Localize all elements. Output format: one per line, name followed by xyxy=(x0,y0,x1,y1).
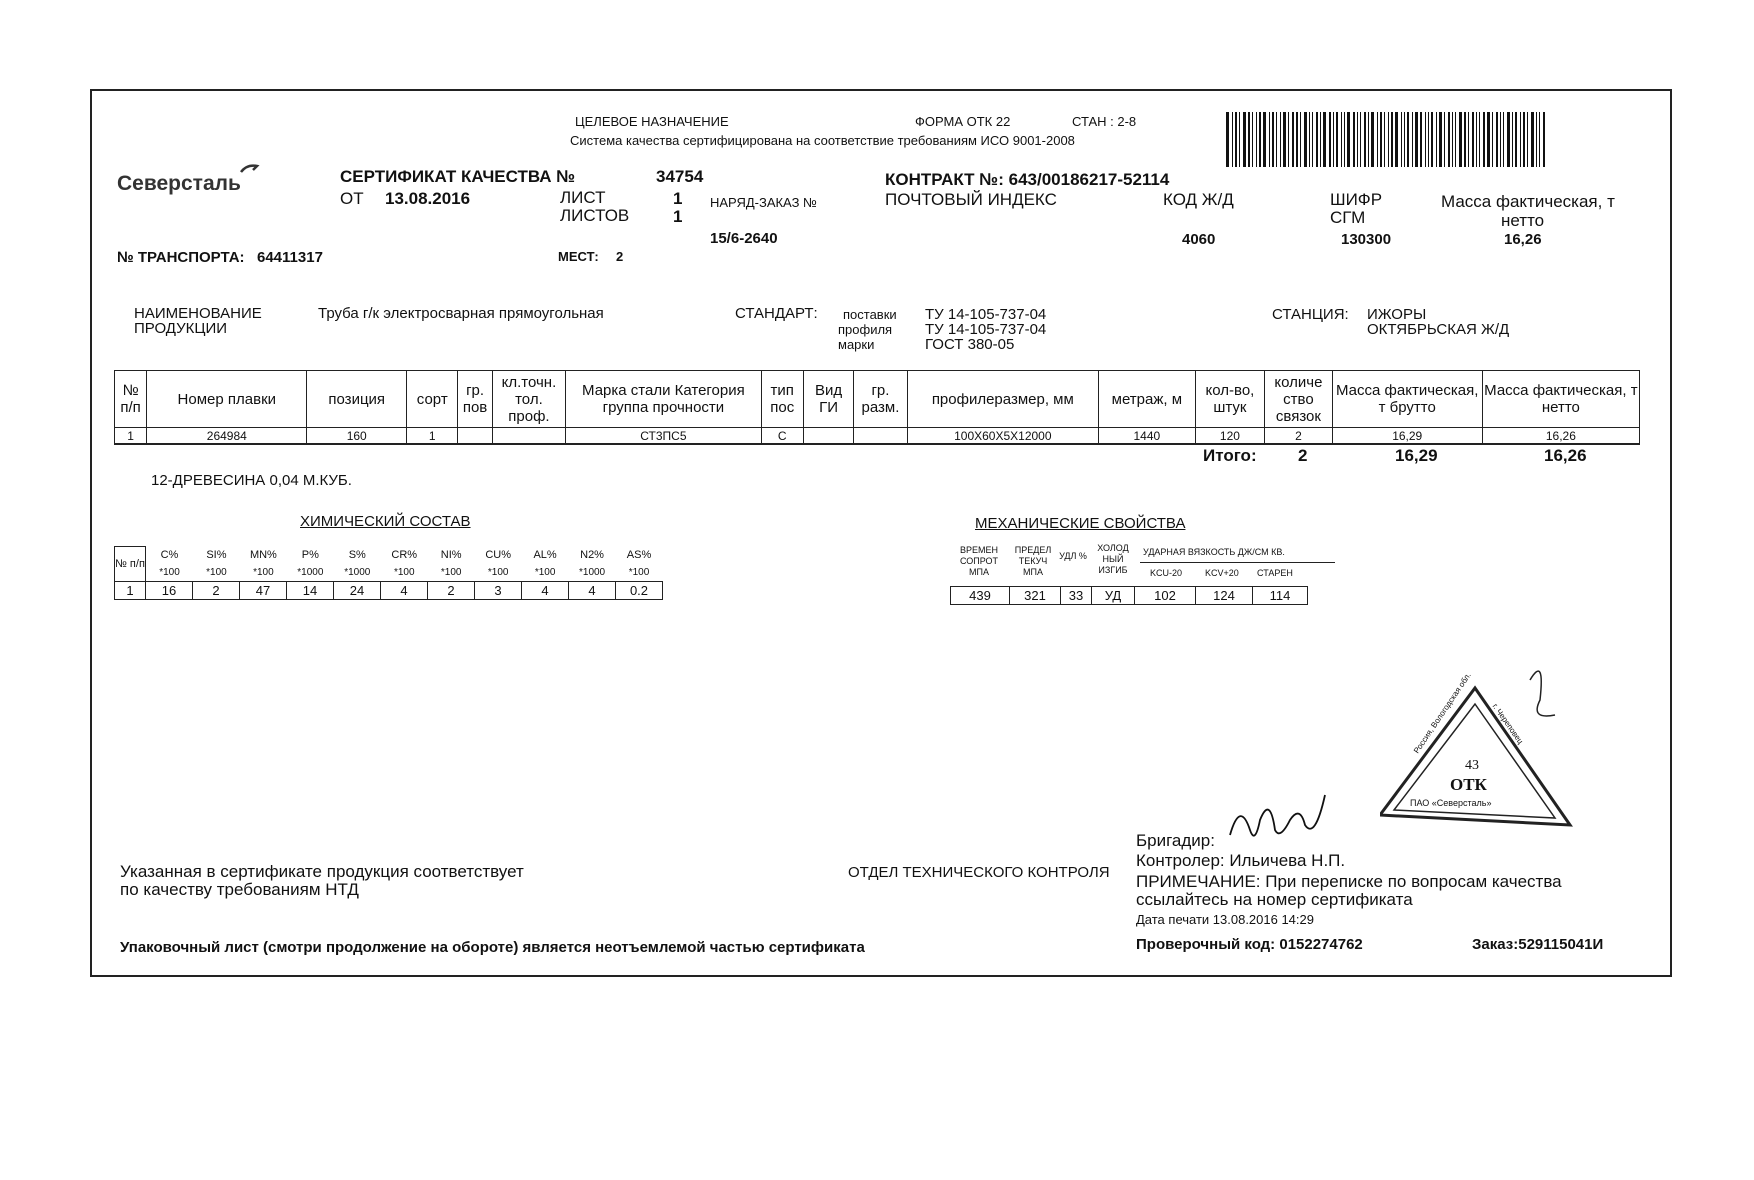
barcode-bar xyxy=(1531,112,1534,167)
packing-note: Упаковочный лист (смотри продолжение на обороте) является неотъемлемой частью сертификата xyxy=(120,939,865,956)
barcode-bar xyxy=(1329,112,1331,167)
mill-label: СТАН : 2-8 xyxy=(1072,114,1137,129)
barcode-bar xyxy=(1296,112,1298,167)
postal-label: ПОЧТОВЫЙ ИНДЕКС xyxy=(885,190,1057,209)
barcode-bar xyxy=(1384,112,1385,167)
foreman-signature-icon xyxy=(1225,790,1335,850)
stamp-otk: ОТК xyxy=(1450,775,1487,794)
severstal-logo xyxy=(117,172,241,196)
barcode-bar xyxy=(1256,112,1257,167)
barcode-bar xyxy=(1452,112,1453,167)
th-quantity: кол-во, штук xyxy=(1195,371,1265,428)
total-net: 16,26 xyxy=(1544,446,1587,465)
cell: СТ3ПС5 xyxy=(566,428,761,445)
rail-code-value: 4060 xyxy=(1182,231,1216,248)
th-heat: Номер плавки xyxy=(147,371,307,428)
th-profile-size: профилеразмер, мм xyxy=(907,371,1098,428)
barcode-bar xyxy=(1395,112,1398,167)
cell: 2 xyxy=(1265,428,1332,445)
barcode-bar xyxy=(1539,112,1540,167)
print-date: Дата печати 13.08.2016 14:29 xyxy=(1136,912,1314,927)
th-cu: CU% xyxy=(485,548,511,561)
contract-number: КОНТРАКТ №: 643/00186217-52114 xyxy=(885,170,1170,189)
station-value-2: ОКТЯБРЬСКАЯ Ж/Д xyxy=(1367,321,1510,338)
mult-n2: *1000 xyxy=(578,566,606,578)
th-hydrotest: Вид ГИ xyxy=(803,371,853,428)
cell: 4 xyxy=(381,582,428,600)
stamp-org: ПАО «Северсталь» xyxy=(1410,798,1492,808)
mechanics-table xyxy=(950,586,1308,605)
std-profile-label: профиля xyxy=(838,322,893,337)
cell: 24 xyxy=(334,582,381,600)
product-name-label-1: НАИМЕНОВАНИЕ xyxy=(134,305,262,322)
cell: 4 xyxy=(569,582,616,600)
cipher-value: 130300 xyxy=(1341,231,1392,248)
cell: 1 xyxy=(115,428,147,445)
mech-h-elong: УДЛ % xyxy=(1059,551,1087,561)
barcode-bar xyxy=(1292,112,1294,167)
th-bundles: количе ство связок xyxy=(1265,371,1332,428)
mult-mn: *100 xyxy=(253,566,274,578)
chemistry-elements-grid xyxy=(146,547,663,581)
mult-al: *100 xyxy=(534,566,556,578)
logo-mark-icon xyxy=(239,162,261,178)
barcode-bar xyxy=(1431,112,1433,167)
barcode-bar xyxy=(1333,112,1334,167)
mult-cr: *100 xyxy=(393,566,415,578)
barcode-bar xyxy=(1364,112,1366,167)
barcode-bar xyxy=(1371,112,1374,167)
th-si: SI% xyxy=(206,548,227,561)
mult-s: *1000 xyxy=(344,566,371,578)
barcode-bar xyxy=(1515,112,1517,167)
cell: 1440 xyxy=(1099,428,1196,445)
logo-text: Северсталь xyxy=(117,172,241,195)
cell: 14 xyxy=(287,582,334,600)
from-label: ОТ xyxy=(340,189,364,208)
mech-h-bend: ХОЛОД НЫЙ ИЗГИБ xyxy=(1097,543,1129,575)
barcode-bar xyxy=(1492,112,1493,167)
th-as: AS% xyxy=(626,548,652,561)
cell: 160 xyxy=(307,428,407,445)
th-c: C% xyxy=(160,548,179,561)
sheets-label: ЛИСТОВ xyxy=(560,206,630,225)
barcode-bar xyxy=(1283,112,1286,167)
barcode-bar xyxy=(1320,112,1321,167)
total-label: Итого: xyxy=(1203,446,1257,465)
th-surface-group: гр. пов xyxy=(458,371,492,428)
barcode-bar xyxy=(1543,112,1545,167)
std-profile-value: ТУ 14-105-737-04 xyxy=(925,321,1047,338)
table-row xyxy=(951,587,1308,605)
th-s: S% xyxy=(348,548,366,561)
th-size-group: гр. разм. xyxy=(854,371,907,428)
cell: 2 xyxy=(193,582,240,600)
cell: УД xyxy=(1092,587,1135,605)
barcode-bar xyxy=(1401,112,1402,167)
cell: 47 xyxy=(240,582,287,600)
transport-label: № ТРАНСПОРТА: xyxy=(117,249,245,266)
barcode-bar xyxy=(1276,112,1277,167)
th-cr: CR% xyxy=(391,548,418,561)
cell: 4 xyxy=(522,582,569,600)
otk-stamp xyxy=(1380,660,1600,850)
standard-label: СТАНДАРТ: xyxy=(735,305,818,322)
cell xyxy=(854,428,907,445)
note-line-1: ПРИМЕЧАНИЕ: При переписке по вопросам качества xyxy=(1136,872,1562,891)
barcode-bar xyxy=(1388,112,1389,167)
barcode-bar xyxy=(1391,112,1393,167)
mech-h-yield: ПРЕДЕЛ ТЕКУЧ МПА xyxy=(1014,545,1052,577)
cell: 100X60X5X12000 xyxy=(907,428,1098,445)
std-grade-value: ГОСТ 380-05 xyxy=(925,336,1015,353)
barcode-bar xyxy=(1341,112,1342,167)
mult-as: *100 xyxy=(628,566,650,578)
cell: 1 xyxy=(115,582,146,600)
cell: 120 xyxy=(1195,428,1265,445)
chemistry-table xyxy=(114,546,663,600)
barcode xyxy=(1226,112,1640,167)
barcode-bar xyxy=(1496,112,1498,167)
barcode-bar xyxy=(1288,112,1289,167)
th-position: позиция xyxy=(307,371,407,428)
mech-h-tensile: ВРЕМЕН СОПРОТ МПА xyxy=(959,545,999,577)
th-sort: сорт xyxy=(407,371,458,428)
barcode-bar xyxy=(1503,112,1504,167)
barcode-bar xyxy=(1377,112,1378,167)
cell: 0.2 xyxy=(616,582,663,600)
cipher-label-1: ШИФР xyxy=(1330,190,1383,209)
th-al: AL% xyxy=(533,548,557,561)
barcode-bar xyxy=(1500,112,1501,167)
controller: Контролер: Ильичева Н.П. xyxy=(1136,851,1346,870)
barcode-bar xyxy=(1439,112,1442,167)
barcode-bar xyxy=(1312,112,1313,167)
barcode-bar xyxy=(1520,112,1521,167)
cell: 102 xyxy=(1135,587,1196,605)
product-name-label-2: ПРОДУКЦИИ xyxy=(134,320,228,337)
conformity-line-1: Указанная в сертификате продукция соответствует xyxy=(120,862,524,881)
th-n2: N2% xyxy=(580,548,604,561)
barcode-bar xyxy=(1479,112,1480,167)
barcode-bar xyxy=(1272,112,1274,167)
barcode-bar xyxy=(1280,112,1281,167)
std-delivery-value: ТУ 14-105-737-04 xyxy=(925,306,1047,323)
th-chem-num: № п/п xyxy=(115,547,146,582)
rail-code-label: КОД Ж/Д xyxy=(1163,190,1234,209)
mech-h-kcv: KCV+20 xyxy=(1205,568,1239,578)
barcode-bar xyxy=(1459,112,1462,167)
th-mass-gross: Масса фактическая, т брутто xyxy=(1332,371,1482,428)
barcode-bar xyxy=(1512,112,1513,167)
cell: 16,26 xyxy=(1482,428,1639,445)
barcode-bar xyxy=(1483,112,1485,167)
cell: 16 xyxy=(146,582,193,600)
barcode-bar xyxy=(1226,112,1229,167)
barcode-bar xyxy=(1536,112,1537,167)
barcode-bar xyxy=(1323,112,1326,167)
barcode-bar xyxy=(1436,112,1437,167)
mech-impact-rule xyxy=(1140,562,1335,563)
barcode-bar xyxy=(1336,112,1338,167)
mult-ni: *100 xyxy=(440,566,462,578)
order-label: НАРЯД-ЗАКАЗ № xyxy=(710,195,817,210)
barcode-bar xyxy=(1420,112,1422,167)
qc-department: ОТДЕЛ ТЕХНИЧЕСКОГО КОНТРОЛЯ xyxy=(848,864,1110,881)
cell: 114 xyxy=(1253,587,1308,605)
barcode-bar xyxy=(1263,112,1266,167)
order-value: 15/6-2640 xyxy=(710,230,778,247)
foreman-label: Бригадир: xyxy=(1136,831,1215,850)
barcode-bar xyxy=(1444,112,1445,167)
mult-c: *100 xyxy=(159,566,180,578)
otk-stamp-triangle-icon xyxy=(1380,660,1600,850)
barcode-bar xyxy=(1404,112,1405,167)
cell: 124 xyxy=(1196,587,1253,605)
certificate-number: 34754 xyxy=(656,167,704,186)
barcode-bar xyxy=(1309,112,1310,167)
net-mass-label-2: нетто xyxy=(1501,211,1545,230)
barcode-bar xyxy=(1468,112,1469,167)
th-p: P% xyxy=(301,548,319,561)
barcode-bar xyxy=(1357,112,1358,167)
barcode-bar xyxy=(1232,112,1233,167)
total-bundles: 2 xyxy=(1298,446,1308,465)
note-line-2: ссылайтесь на номер сертификата xyxy=(1136,890,1413,909)
check-code: Проверочный код: 0152274762 xyxy=(1136,936,1363,953)
barcode-bar xyxy=(1464,112,1466,167)
barcode-bar xyxy=(1527,112,1528,167)
th-ni: NI% xyxy=(440,548,462,561)
wood-note: 12-ДРЕВЕСИНА 0,04 М.КУБ. xyxy=(151,472,352,489)
barcode-bar xyxy=(1415,112,1418,167)
barcode-bar xyxy=(1248,112,1250,167)
iso-note: Система качества сертифицирована на соответствие требованиям ИСО 9001-2008 xyxy=(570,133,1075,148)
chemistry-elements-header xyxy=(146,547,663,582)
barcode-bar xyxy=(1507,112,1510,167)
barcode-bar xyxy=(1243,112,1246,167)
stamp-side-right: г. Череповец xyxy=(1490,702,1525,746)
barcode-bar xyxy=(1428,112,1429,167)
cell: 439 xyxy=(951,587,1010,605)
cell: 3 xyxy=(475,582,522,600)
chemistry-header-row xyxy=(115,547,663,582)
mult-si: *100 xyxy=(206,566,227,578)
mech-h-impact: УДАРНАЯ ВЯЗКОСТЬ ДЖ/СМ КВ. xyxy=(1143,547,1285,557)
th-mass-net: Масса фактическая, т нетто xyxy=(1482,371,1639,428)
th-accuracy-class: кл.точн. тол. проф. xyxy=(492,371,566,428)
std-grade-label: марки xyxy=(838,337,875,352)
product-name-value: Труба г/к электросварная прямоугольная xyxy=(318,305,604,322)
th-mn: MN% xyxy=(249,548,277,561)
barcode-bar xyxy=(1448,112,1450,167)
certificate-date: 13.08.2016 xyxy=(385,189,471,208)
barcode-bar xyxy=(1316,112,1318,167)
mechanics-title: МЕХАНИЧЕСКИЕ СВОЙСТВА xyxy=(975,515,1186,532)
net-mass-value: 16,26 xyxy=(1504,231,1542,248)
cell xyxy=(458,428,492,445)
sheet-value: 1 xyxy=(673,189,683,208)
cipher-label-2: СГМ xyxy=(1330,208,1366,227)
barcode-bar xyxy=(1304,112,1307,167)
places-value: 2 xyxy=(616,249,624,264)
th-num: № п/п xyxy=(115,371,147,428)
barcode-bar xyxy=(1368,112,1369,167)
barcode-bar xyxy=(1380,112,1382,167)
cell: 264984 xyxy=(147,428,307,445)
cell: 33 xyxy=(1061,587,1092,605)
order-number: Заказ:529115041И xyxy=(1472,936,1604,953)
table-bottom-rule xyxy=(114,443,1640,444)
station-label: СТАНЦИЯ: xyxy=(1272,306,1349,323)
barcode-bar xyxy=(1353,112,1355,167)
mult-cu: *100 xyxy=(487,566,509,578)
product-table-header xyxy=(115,371,1640,428)
cell: 1 xyxy=(407,428,458,445)
cell: 16,29 xyxy=(1332,428,1482,445)
product-table xyxy=(114,370,1640,445)
sheet-label: ЛИСТ xyxy=(560,188,606,207)
barcode-bar xyxy=(1412,112,1413,167)
purpose-label: ЦЕЛЕВОЕ НАЗНАЧЕНИЕ xyxy=(575,114,729,129)
barcode-bar xyxy=(1476,112,1477,167)
form-label: ФОРМА ОТК 22 xyxy=(915,114,1011,129)
barcode-bar xyxy=(1239,112,1240,167)
station-value-1: ИЖОРЫ xyxy=(1367,306,1427,323)
barcode-bar xyxy=(1269,112,1270,167)
net-mass-label-1: Масса фактическая, т xyxy=(1441,192,1615,211)
barcode-bar xyxy=(1425,112,1426,167)
barcode-bar xyxy=(1347,112,1350,167)
table-row xyxy=(115,582,663,600)
th-steel-grade: Марка стали Категория группа прочности xyxy=(566,371,761,428)
mech-h-aged: СТАРЕН xyxy=(1257,568,1293,578)
chemistry-title: ХИМИЧЕСКИЙ СОСТАВ xyxy=(300,513,471,530)
conformity-line-2: по качеству требованиям НТД xyxy=(120,880,359,899)
stamp-side-left: Россия, Вологодская обл. xyxy=(1412,670,1473,756)
barcode-bar xyxy=(1407,112,1409,167)
barcode-bar xyxy=(1360,112,1361,167)
transport-value: 64411317 xyxy=(257,249,323,266)
barcode-bar xyxy=(1235,112,1237,167)
barcode-bar xyxy=(1344,112,1345,167)
barcode-bar xyxy=(1472,112,1474,167)
barcode-bar xyxy=(1455,112,1456,167)
certificate-title: СЕРТИФИКАТ КАЧЕСТВА № xyxy=(340,167,576,186)
std-delivery-label: поставки xyxy=(843,307,897,322)
barcode-bar xyxy=(1300,112,1301,167)
cell: 2 xyxy=(428,582,475,600)
mech-h-kcu: KCU-20 xyxy=(1150,568,1183,578)
sheets-value: 1 xyxy=(673,207,683,226)
cell: 321 xyxy=(1010,587,1061,605)
cell xyxy=(803,428,853,445)
th-meterage: метраж, м xyxy=(1099,371,1196,428)
table-row xyxy=(115,428,1640,445)
cell: С xyxy=(761,428,803,445)
places-label: МЕСТ: xyxy=(558,249,599,264)
barcode-bar xyxy=(1523,112,1525,167)
barcode-bar xyxy=(1259,112,1261,167)
cell xyxy=(492,428,566,445)
barcode-bar xyxy=(1487,112,1490,167)
total-gross: 16,29 xyxy=(1395,446,1438,465)
th-type: тип пос xyxy=(761,371,803,428)
stamp-number: 43 xyxy=(1465,758,1479,773)
mult-p: *1000 xyxy=(297,566,324,578)
barcode-bar xyxy=(1252,112,1253,167)
